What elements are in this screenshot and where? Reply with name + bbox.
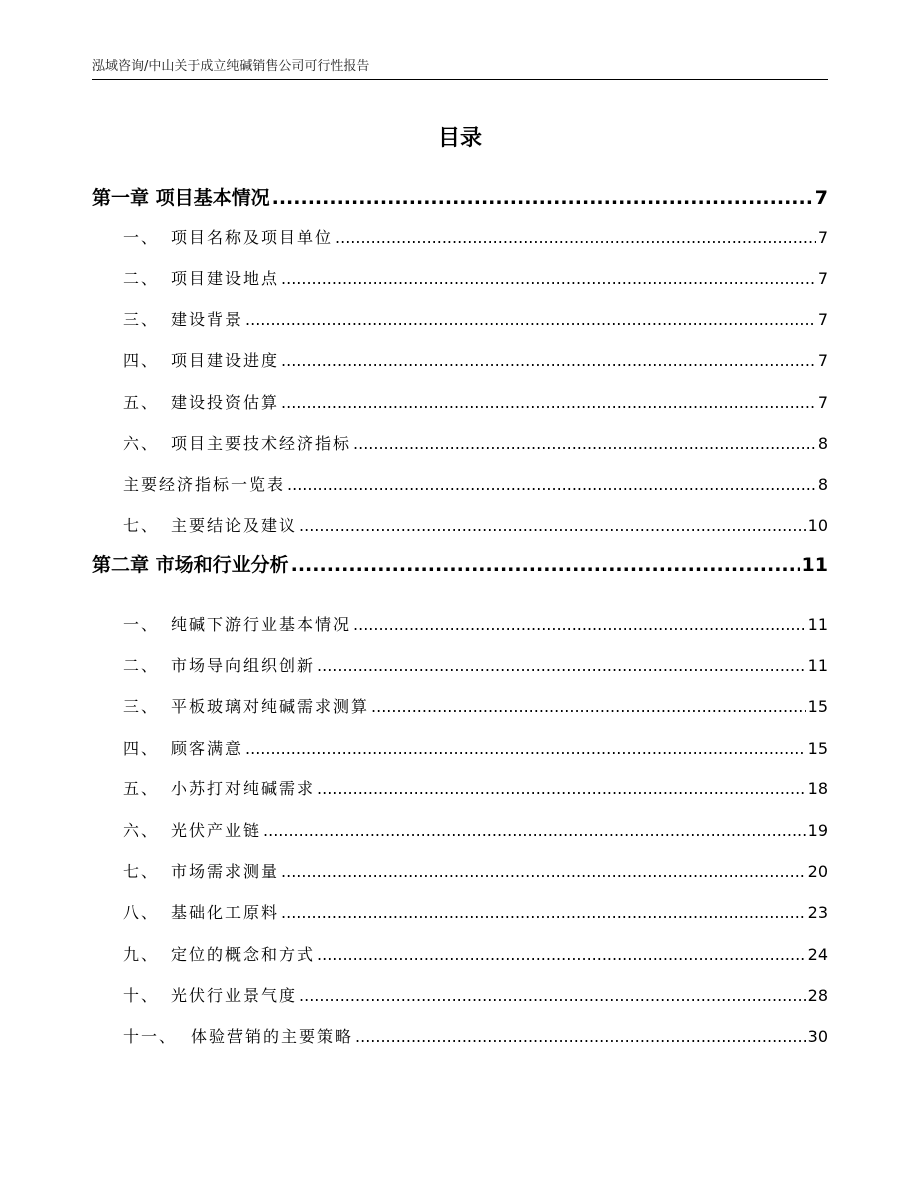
dot-leader <box>272 187 813 209</box>
toc-page-number: 28 <box>807 986 828 1005</box>
toc-entry-number: 三、 <box>123 697 160 716</box>
toc-entry-label <box>123 859 279 882</box>
dot-leader <box>291 554 800 576</box>
toc-entry-text: 基础化工原料 <box>171 903 280 922</box>
toc-entry-label <box>123 513 297 536</box>
toc-entry-text: 项目建设地点 <box>171 269 280 288</box>
toc-page-number: 20 <box>807 862 828 881</box>
toc-entry-label <box>123 390 279 413</box>
toc-section-entry[interactable] <box>92 818 828 840</box>
toc-entry-label <box>123 983 297 1006</box>
dot-leader <box>245 739 806 758</box>
toc-entry-number: 十、 <box>123 986 160 1005</box>
toc-page-number: 11 <box>801 554 828 576</box>
toc-section-entry[interactable] <box>92 1024 828 1046</box>
dot-leader <box>281 393 816 412</box>
toc-entry-text: 体验营销的主要策略 <box>191 1027 354 1046</box>
toc-entry-label <box>123 225 333 248</box>
header-divider <box>92 79 828 80</box>
toc-section-entry[interactable] <box>92 983 828 1005</box>
toc-section-entry[interactable] <box>92 776 828 798</box>
toc-entry-text: 建设背景 <box>171 310 244 329</box>
toc-entry-text: 光伏行业景气度 <box>171 986 298 1005</box>
toc-entry-label <box>123 472 285 495</box>
toc-entry-number: 七、 <box>123 862 160 881</box>
toc-section-entry[interactable] <box>92 900 828 922</box>
running-header: 泓域咨询/中山关于成立纯碱销售公司可行性报告 <box>92 59 370 74</box>
toc-entry-text: 项目主要技术经济指标 <box>171 434 352 453</box>
toc-page-number: 19 <box>807 821 828 840</box>
toc-section-entry[interactable] <box>92 736 828 758</box>
toc-entry-label <box>123 612 351 635</box>
toc-entry-number: 三、 <box>123 310 160 329</box>
toc-section-entry[interactable] <box>92 942 828 964</box>
toc-section-entry[interactable] <box>92 612 828 634</box>
toc-entry-number: 六、 <box>123 821 160 840</box>
toc-section-entry[interactable] <box>92 472 828 494</box>
toc-entry-label <box>123 653 315 676</box>
toc-entry-number: 四、 <box>123 351 160 370</box>
toc-page-number: 11 <box>807 615 828 634</box>
toc-page-number: 7 <box>817 269 828 288</box>
toc-title: 目录 <box>437 126 482 151</box>
toc-entry-number: 六、 <box>123 434 160 453</box>
toc-page-number: 15 <box>807 739 828 758</box>
toc-entry-text: 平板玻璃对纯碱需求测算 <box>171 697 370 716</box>
toc-entry-text: 建设投资估算 <box>171 393 280 412</box>
toc-entry-label <box>123 736 243 759</box>
toc-entry-label <box>92 183 270 210</box>
dot-leader <box>299 516 806 535</box>
dot-leader <box>317 779 806 798</box>
toc-page-number: 8 <box>817 475 828 494</box>
toc-entry-number: 四、 <box>123 739 160 758</box>
toc-entry-text: 市场需求测量 <box>171 862 280 881</box>
dot-leader <box>263 821 806 840</box>
toc-section-entry[interactable] <box>92 307 828 329</box>
toc-page-number: 7 <box>817 393 828 412</box>
toc-page-number: 8 <box>817 434 828 453</box>
toc-section-entry[interactable] <box>92 266 828 288</box>
dot-leader <box>353 434 816 453</box>
toc-entry-label <box>123 694 369 717</box>
dot-leader <box>245 310 816 329</box>
toc-page-number: 7 <box>814 187 828 209</box>
toc-entry-text: 项目名称及项目单位 <box>171 228 334 247</box>
dot-leader <box>287 475 816 494</box>
dot-leader <box>281 862 806 881</box>
toc-section-entry[interactable] <box>92 390 828 412</box>
toc-entry-text: 市场导向组织创新 <box>171 656 316 675</box>
toc-page-number: 7 <box>817 310 828 329</box>
toc-entry-number: 七、 <box>123 516 160 535</box>
dot-leader <box>371 697 806 716</box>
toc-section-entry[interactable] <box>92 513 828 535</box>
dot-leader <box>281 351 816 370</box>
toc-entry-number: 一、 <box>123 228 160 247</box>
toc-page-number: 15 <box>807 697 828 716</box>
toc-page-number: 7 <box>817 351 828 370</box>
toc-entry-text: 主要经济指标一览表 <box>123 475 286 494</box>
toc-entry-label <box>123 1024 353 1047</box>
toc-section-entry[interactable] <box>92 694 828 716</box>
toc-section-entry[interactable] <box>92 653 828 675</box>
dot-leader <box>299 986 806 1005</box>
toc-section-entry[interactable] <box>92 859 828 881</box>
toc-page-number: 23 <box>807 903 828 922</box>
toc-entry-text: 小苏打对纯碱需求 <box>171 779 316 798</box>
toc-section-entry[interactable] <box>92 348 828 370</box>
dot-leader <box>317 945 806 964</box>
dot-leader <box>353 615 806 634</box>
toc-entry-label <box>123 776 315 799</box>
toc-entry-label <box>123 900 279 923</box>
toc-entry-text: 主要结论及建议 <box>171 516 298 535</box>
toc-page-number: 30 <box>807 1027 828 1046</box>
toc-entry-number: 十一、 <box>123 1027 178 1046</box>
toc-section-entry[interactable] <box>92 431 828 453</box>
toc-entry-text: 定位的概念和方式 <box>171 945 316 964</box>
dot-leader <box>355 1027 806 1046</box>
toc-entry-number: 一、 <box>123 615 160 634</box>
toc-page-number: 7 <box>817 228 828 247</box>
toc-entry-text: 第二章 市场和行业分析 <box>92 554 289 576</box>
toc-entry-text: 纯碱下游行业基本情况 <box>171 615 352 634</box>
toc-entry-number: 二、 <box>123 269 160 288</box>
toc-chapter-entry[interactable] <box>92 183 828 209</box>
dot-leader <box>317 656 806 675</box>
toc-entry-label <box>123 431 351 454</box>
toc-entry-number: 九、 <box>123 945 160 964</box>
toc-entry-text: 项目建设进度 <box>171 351 280 370</box>
dot-leader <box>281 903 806 922</box>
toc-page-number: 18 <box>807 779 828 798</box>
toc-entry-label <box>123 266 279 289</box>
toc-entry-text: 光伏产业链 <box>171 821 262 840</box>
dot-leader <box>281 269 816 288</box>
toc-entry-label <box>92 550 289 577</box>
toc-entry-number: 二、 <box>123 656 160 675</box>
toc-entry-number: 五、 <box>123 393 160 412</box>
toc-entry-label <box>123 818 261 841</box>
toc-entry-label <box>123 307 243 330</box>
toc-entry-number: 八、 <box>123 903 160 922</box>
toc-entry-label <box>123 348 279 371</box>
toc-page-number: 11 <box>807 656 828 675</box>
toc-chapter-entry[interactable] <box>92 550 828 576</box>
dot-leader <box>335 228 816 247</box>
toc-page-number: 24 <box>807 945 828 964</box>
toc-entry-label <box>123 942 315 965</box>
toc-entry-text: 顾客满意 <box>171 739 244 758</box>
toc-page-number: 10 <box>807 516 828 535</box>
toc-entry-text: 第一章 项目基本情况 <box>92 187 270 209</box>
toc-section-entry[interactable] <box>92 225 828 247</box>
toc-entry-number: 五、 <box>123 779 160 798</box>
